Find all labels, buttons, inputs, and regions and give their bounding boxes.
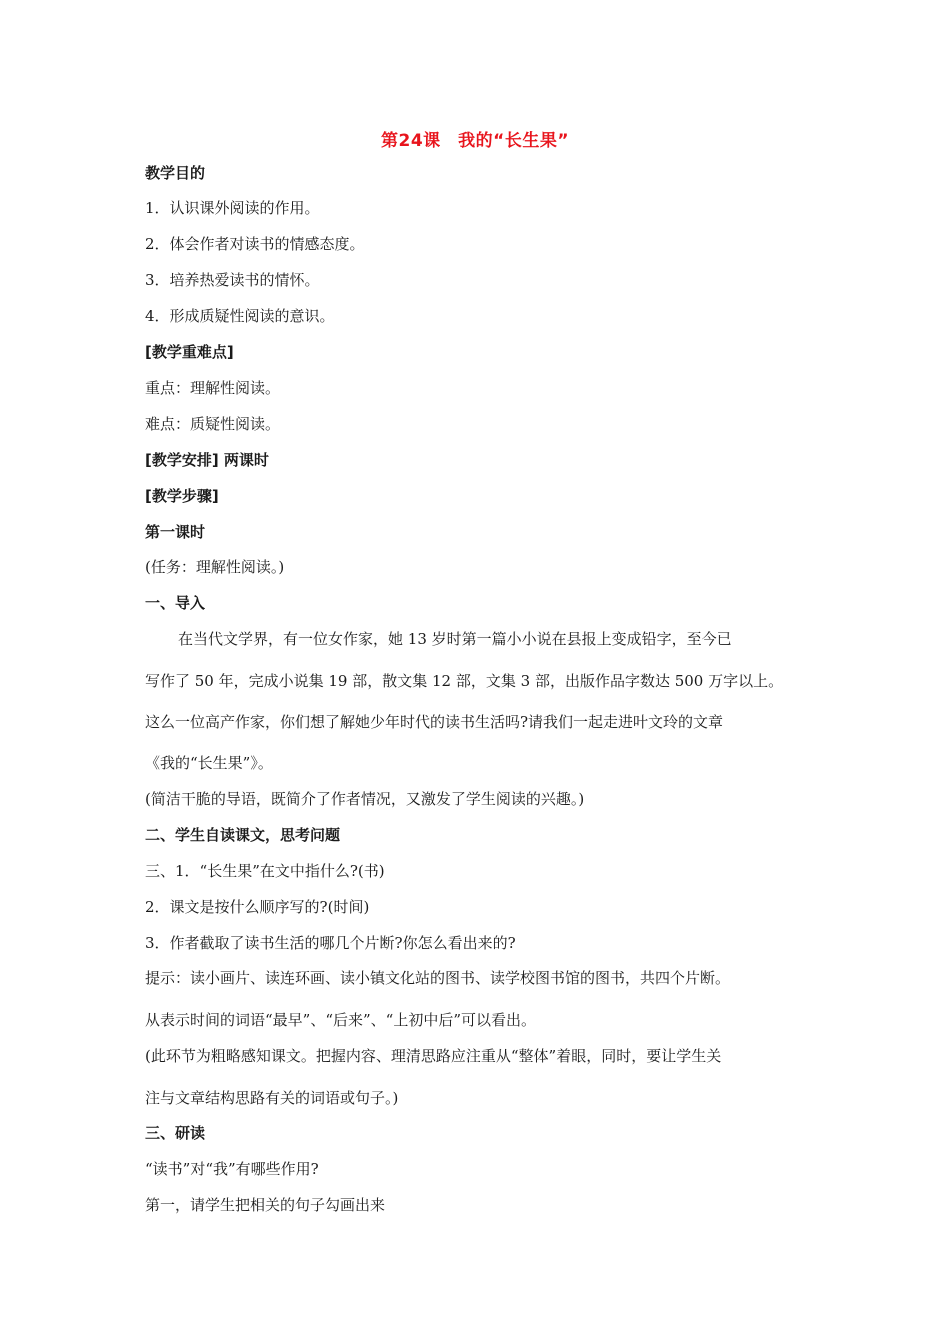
section-heading: [教学重难点] bbox=[145, 343, 234, 361]
paragraph-line: 写作了 50 年，完成小说集 19 部，散文集 12 部，文集 3 部，出版作品字数达 500 万字以上。 bbox=[145, 672, 784, 690]
paragraph-line: 三、1．“长生果”在文中指什么?(书) bbox=[145, 862, 385, 880]
document-title: 第24课 我的“长生果” bbox=[380, 131, 569, 151]
paragraph-line: (简洁干脆的导语，既简介了作者情况，又激发了学生阅读的兴趣。) bbox=[145, 790, 585, 808]
paragraph-line: “读书”对“我”有哪些作用? bbox=[145, 1160, 319, 1178]
paragraph-line: 重点：理解性阅读。 bbox=[145, 379, 281, 397]
paragraph-line: 注与文章结构思路有关的词语或句子。) bbox=[145, 1089, 399, 1107]
paragraph-line: 这么一位高产作家，你们想了解她少年时代的读书生活吗?请我们一起走进叶文玲的文章 bbox=[145, 713, 724, 731]
paragraph-line: 第一，请学生把相关的句子勾画出来 bbox=[145, 1196, 386, 1214]
paragraph-line: 2．课文是按什么顺序写的?(时间) bbox=[145, 898, 370, 916]
paragraph-line: (此环节为粗略感知课文。把握内容、理清思路应注重从“整体”着眼，同时，要让学生关 bbox=[145, 1047, 722, 1065]
section-heading: [教学安排] 两课时 bbox=[145, 451, 269, 469]
paragraph-line: 《我的“长生果”》。 bbox=[145, 754, 273, 772]
paragraph-line: 从表示时间的词语“最早”、“后来”、“上初中后”可以看出。 bbox=[145, 1011, 537, 1029]
paragraph-line: 2．体会作者对读书的情感态度。 bbox=[145, 235, 365, 253]
paragraph-line: 3．作者截取了读书生活的哪几个片断?你怎么看出来的? bbox=[145, 934, 516, 952]
section-heading: 第一课时 bbox=[145, 523, 206, 541]
paragraph-line: 1．认识课外阅读的作用。 bbox=[145, 199, 320, 217]
paragraph-line: 3．培养热爱读书的情怀。 bbox=[145, 271, 320, 289]
section-heading: 三、研读 bbox=[145, 1124, 206, 1142]
paragraph-line: (任务：理解性阅读。) bbox=[145, 558, 285, 576]
section-heading: [教学步骤] bbox=[145, 487, 219, 505]
section-heading: 一、导入 bbox=[145, 594, 206, 612]
paragraph-line: 4．形成质疑性阅读的意识。 bbox=[145, 307, 335, 325]
section-heading: 教学目的 bbox=[145, 164, 206, 182]
section-heading: 二、学生自读课文，思考问题 bbox=[145, 826, 341, 844]
paragraph-line: 提示：读小画片、读连环画、读小镇文化站的图书、读学校图书馆的图书，共四个片断。 bbox=[145, 969, 731, 987]
paragraph-line: 在当代文学界，有一位女作家，她 13 岁时第一篇小小说在县报上变成铅字，至今已 bbox=[178, 630, 732, 648]
paragraph-line: 难点：质疑性阅读。 bbox=[145, 415, 281, 433]
